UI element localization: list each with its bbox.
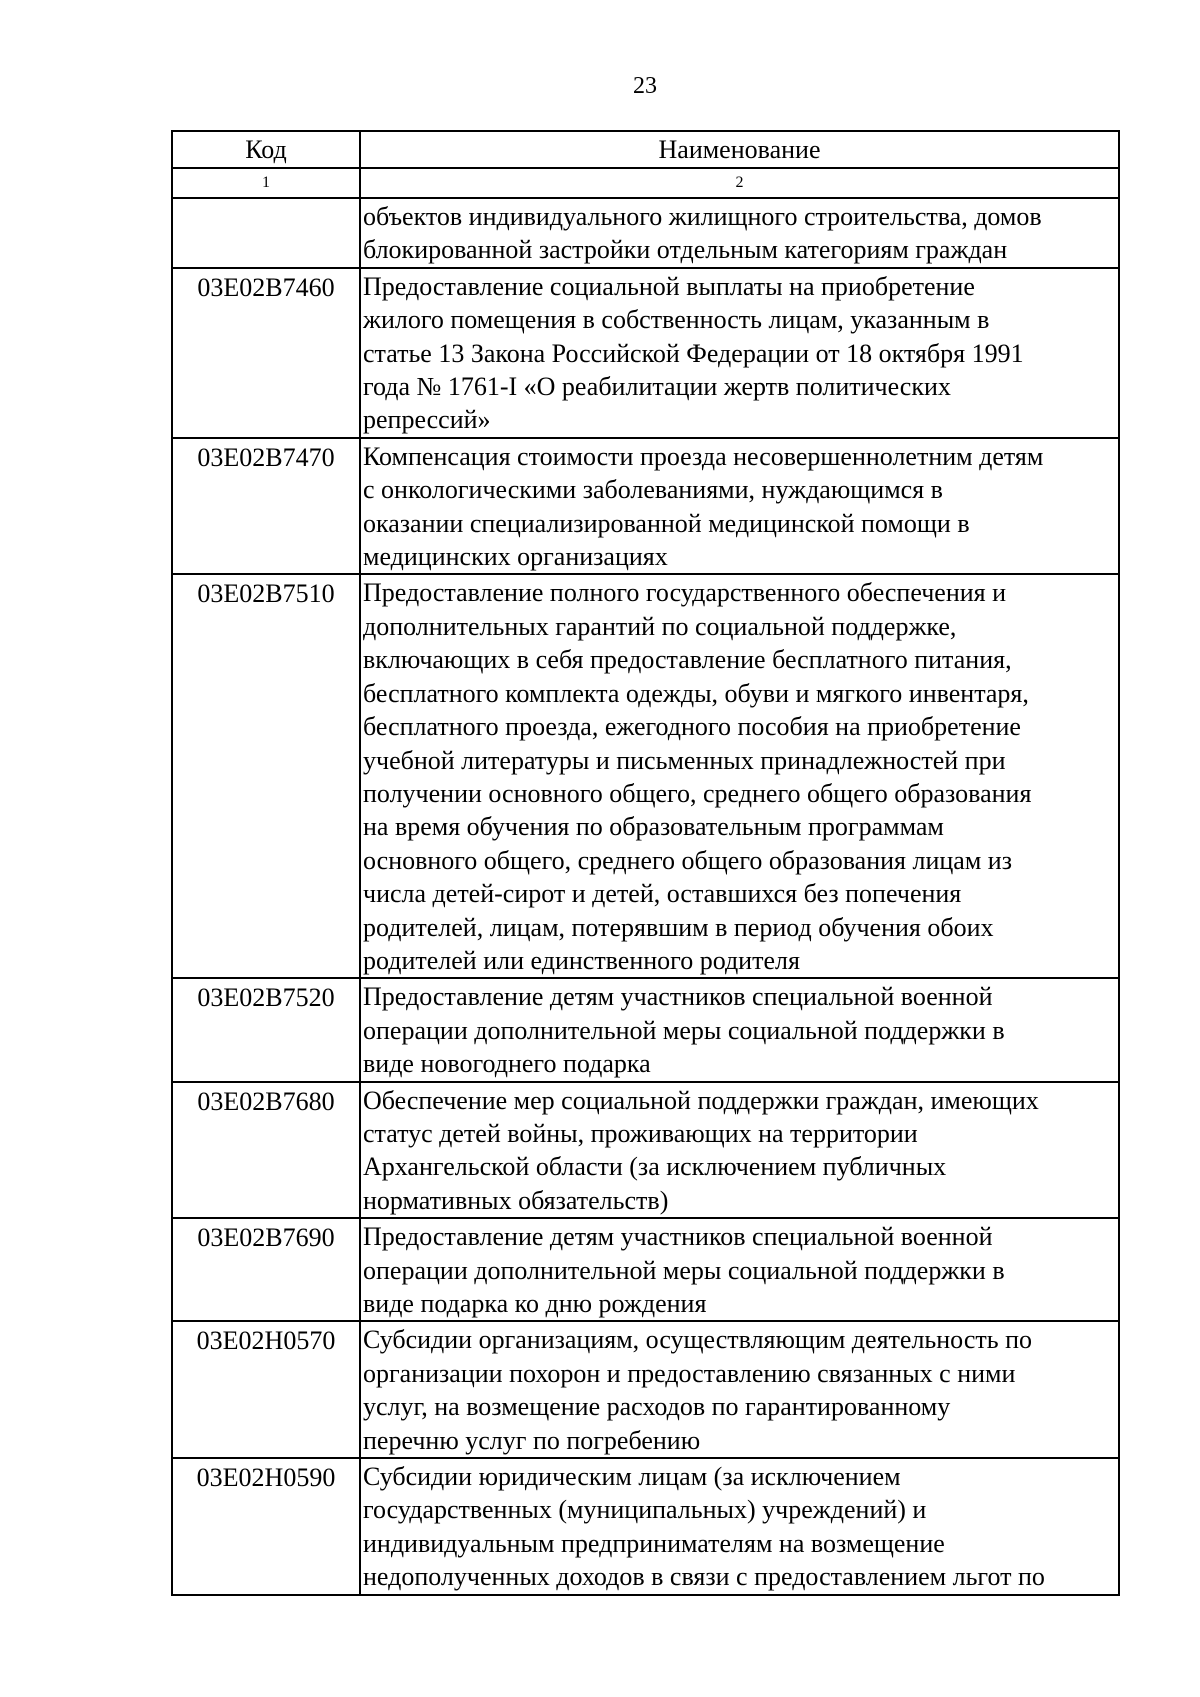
row-name-line: получении основного общего, среднего общего образования [363,778,1032,808]
row-name-line: организации похорон и предоставлению связанных с ними [363,1358,1016,1388]
table-row [172,574,1119,978]
row-name-line: операции дополнительной меры социальной поддержки в [363,1015,1005,1045]
row-name-line: виде новогоднего подарка [363,1049,651,1079]
row-name-line: Компенсация стоимости проезда несовершеннолетним детям [363,441,1044,471]
row-name [360,1321,1119,1458]
row-name-line: жилого помещения в собственность лицам, указанным в [363,305,990,335]
row-name-line: Предоставление полного государственного обеспечения и [363,578,1007,608]
row-name-line: Субсидии организациям, осуществляющим деятельность по [363,1325,1033,1355]
row-name-line: бесплатного комплекта одежды, обуви и мягкого инвентаря, [363,678,1029,708]
row-name-line: виде подарка ко дню рождения [363,1289,707,1318]
row-name-line: Предоставление социальной выплаты на приобретение [363,271,975,301]
table-body [172,198,1119,1595]
row-name [360,1082,1119,1219]
row-name [360,1458,1119,1595]
row-name [360,438,1119,575]
column-numbers-row [172,168,1119,198]
row-name [360,268,1119,438]
row-name [360,978,1119,1081]
row-name-line: индивидуальным предпринимателям на возмещение [363,1528,945,1558]
row-name-line: статус детей войны, проживающих на территории [363,1118,918,1148]
row-name-line: родителей или единственного родителя [363,945,800,975]
row-name-line: родителей, лицам, потерявшим в период обучения обоих [363,912,994,942]
row-name-line: включающих в себя предоставление бесплатного питания, [363,645,1012,675]
column-number-2: 2 [360,168,1119,198]
row-code: 03Е02В7460 [172,268,360,438]
row-name-line: услуг, на возмещение расходов по гарантированному [363,1392,951,1422]
column-number-1: 1 [172,168,360,198]
row-name-line: Архангельской области (за исключением публичных [363,1152,947,1182]
row-name-line: дополнительных гарантий по социальной поддержке, [363,611,957,641]
table-row [172,438,1119,575]
row-code: 03Е02В7470 [172,438,360,575]
header-name: Наименование [360,131,1119,168]
row-name-line: нормативных обязательств) [363,1185,669,1215]
row-code: 03Е02В7510 [172,574,360,978]
row-name-line: объектов индивидуального жилищного строительства, домов [363,202,1042,231]
row-name-line: числа детей-сирот и детей, оставшихся без попечения [363,879,962,909]
row-name [360,198,1119,268]
table-row [172,268,1119,438]
row-name-line: оказании специализированной медицинской помощи в [363,508,970,538]
row-code [172,198,360,268]
row-name-line: медицинских организациях [363,542,668,572]
table-row [172,1218,1119,1321]
codes-table [171,130,1120,1596]
table-row [172,1321,1119,1458]
row-code: 03Е02В7520 [172,978,360,1081]
row-name-line: Предоставление детям участников специальной военной [363,1222,993,1252]
row-name-line: бесплатного проезда, ежегодного пособия на приобретение [363,712,1021,742]
row-name-line: основного общего, среднего общего образования лицам из [363,845,1012,875]
row-name-line: года № 1761-I «О реабилитации жертв политических [363,372,951,402]
row-name-line: статье 13 Закона Российской Федерации от 18 октября 1991 [363,338,1024,368]
row-name-line: с онкологическими заболеваниями, нуждающимся в [363,475,943,505]
row-code: 03Е02Н0590 [172,1458,360,1595]
page-number: 23 [633,73,657,99]
row-code: 03Е02В7690 [172,1218,360,1321]
table-row [172,198,1119,268]
table-row [172,1458,1119,1595]
row-name-line: перечню услуг по погребению [363,1425,701,1455]
row-name-line: операции дополнительной меры социальной поддержки в [363,1255,1005,1285]
row-name-line: блокированной застройки отдельным категориям граждан [363,235,1008,265]
row-name [360,1218,1119,1321]
row-code: 03Е02В7680 [172,1082,360,1219]
row-name-line: Субсидии юридическим лицам (за исключением [363,1462,901,1492]
table-header-row [172,131,1119,168]
table-row [172,1082,1119,1219]
table-row [172,978,1119,1081]
row-name-line: репрессий» [363,405,491,435]
row-code: 03Е02Н0570 [172,1321,360,1458]
row-name-line: недополученных доходов в связи с предоставлением льгот по [363,1562,1045,1592]
row-name-line: учебной литературы и письменных принадлежностей при [363,745,1006,775]
row-name [360,574,1119,978]
row-name-line: государственных (муниципальных) учреждений) и [363,1495,927,1525]
row-name-line: Обеспечение мер социальной поддержки граждан, имеющих [363,1085,1039,1115]
header-code: Код [172,131,360,168]
row-name-line: Предоставление детям участников специальной военной [363,982,993,1012]
row-name-line: на время обучения по образовательным программам [363,812,944,842]
